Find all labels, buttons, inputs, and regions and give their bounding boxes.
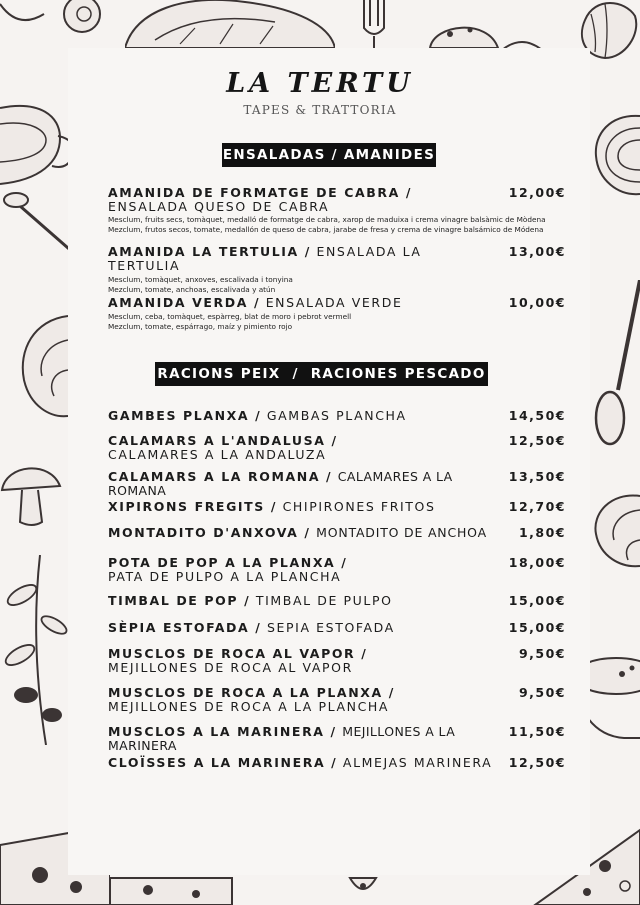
item-alt-name: TIMBAL DE PULPO	[255, 593, 393, 608]
menu-item	[108, 686, 566, 714]
item-price: 15,00€	[508, 620, 566, 635]
item-name: CALAMARS A LA ROMANA /	[108, 469, 333, 484]
item-price: 11,50€	[508, 724, 566, 739]
item-price: 12,50€	[508, 433, 566, 448]
menu-item	[108, 621, 566, 635]
item-price: 15,00€	[508, 593, 566, 608]
item-alt-name: ENSALADA VERDE	[265, 295, 403, 310]
item-description-es: Mezclum, tomate, espárrago, maíz y pimiento rojo	[108, 322, 293, 331]
menu-item	[108, 500, 566, 514]
olive-branch-illustration	[0, 555, 68, 745]
item-alt-name: ALMEJAS MARINERA	[342, 755, 493, 770]
item-name: POTA DE POP A LA PLANXA /	[108, 555, 348, 570]
item-price: 1,80€	[518, 525, 566, 540]
item-name: AMANIDA VERDA /	[108, 295, 261, 310]
item-price: 14,50€	[508, 408, 566, 423]
item-price: 13,50€	[508, 469, 566, 484]
croissant-left-illustration	[14, 310, 68, 420]
item-description-ca: Mesclum, ceba, tomàquet, espàrreg, blat de moro i pebrot vermell	[108, 312, 352, 321]
menu-item	[108, 725, 566, 753]
item-description-ca: Mesclum, fruits secs, tomàquet, medalló de formatge de cabra, xarop de maduixa i crema vinagre balsàmic de Mòdena	[108, 215, 546, 224]
item-name: CLOÏSSES A LA MARINERA /	[108, 755, 338, 770]
item-alt-name: MONTADITO DE ANCHOA	[316, 525, 487, 540]
pasta-right-illustration	[590, 110, 640, 200]
item-alt-name: MEJILLONES A LA MARINERA	[108, 724, 456, 753]
menu-item	[108, 470, 566, 498]
item-alt-name: CHIPIRONES FRITOS	[282, 499, 436, 514]
item-name: GAMBES PLANXA /	[108, 408, 262, 423]
artichoke-right-illustration	[590, 490, 640, 570]
item-description-es: Mezclum, tomate, anchoas, escalivada y atún	[108, 285, 276, 294]
cheese-bottom-illustration	[108, 876, 234, 905]
fish-section-heading: RACIONS PEIX / RACIONES PESCADO	[155, 362, 488, 386]
item-alt-name: ENSALADA LA TERTULIA	[108, 244, 422, 273]
mushroom-left-illustration	[0, 460, 68, 530]
item-alt-name: PATA DE PULPO A LA PLANCHA	[108, 569, 342, 584]
menu-item	[108, 296, 566, 332]
item-name: MONTADITO D'ANXOVA /	[108, 525, 311, 540]
item-alt-name: GAMBAS PLANCHA	[266, 408, 407, 423]
item-alt-name: MEJILLONES DE ROCA AL VAPOR	[108, 660, 353, 675]
item-alt-name: ENSALADA QUESO DE CABRA	[108, 199, 330, 214]
item-name: AMANIDA DE FORMATGE DE CABRA /	[108, 185, 413, 200]
item-price: 12,50€	[508, 755, 566, 770]
mushroom-bottom-illustration	[348, 876, 378, 900]
item-name: MUSCLOS DE ROCA AL VAPOR /	[108, 646, 368, 661]
item-price: 13,00€	[508, 244, 566, 259]
item-name: TIMBAL DE POP /	[108, 593, 251, 608]
item-name: AMANIDA LA TERTULIA /	[108, 244, 311, 259]
item-price: 18,00€	[508, 555, 566, 570]
restaurant-name: LA TERTU	[226, 68, 414, 99]
menu-item	[108, 409, 566, 423]
item-alt-name: CALAMARES A LA ANDALUZA	[108, 447, 327, 462]
garlic-top-left-illustration	[0, 0, 112, 46]
item-name: MUSCLOS DE ROCA A LA PLANXA /	[108, 685, 395, 700]
menu-item	[108, 434, 566, 462]
item-description-es: Mezclum, frutos secos, tomate, medallón de queso de cabra, jarabe de fresa y crema de vinagre balsámico de Módena	[108, 225, 544, 234]
item-price: 9,50€	[518, 685, 566, 700]
menu-item	[108, 526, 566, 540]
item-name: CALAMARS A L'ANDALUSA /	[108, 433, 338, 448]
item-description-ca: Mesclum, tomàquet, anxoves, escalivada i tonyina	[108, 275, 293, 284]
item-alt-name: SEPIA ESTOFADA	[267, 620, 395, 635]
restaurant-logo	[0, 68, 640, 117]
mushroom-top-illustration	[428, 18, 500, 48]
salads-section-heading: ENSALADAS / AMANIDES	[222, 143, 436, 167]
item-price: 10,00€	[508, 295, 566, 310]
menu-item	[108, 756, 566, 770]
item-alt-name: MEJILLONES DE ROCA A LA PLANCHA	[108, 699, 390, 714]
item-price: 9,50€	[518, 646, 566, 661]
menu-item	[108, 186, 566, 235]
item-name: XIPIRONS FREGITS /	[108, 499, 278, 514]
item-price: 12,00€	[508, 185, 566, 200]
item-price: 12,70€	[508, 499, 566, 514]
menu-item	[108, 594, 566, 608]
fork-illustration	[358, 0, 390, 48]
menu-item	[108, 647, 566, 675]
menu-item	[108, 245, 566, 295]
restaurant-tagline: TAPES & TRATTORIA	[243, 103, 397, 117]
item-name: SÈPIA ESTOFADA /	[108, 620, 262, 635]
bread-illustration	[125, 0, 335, 48]
menu-item	[108, 556, 566, 584]
item-name: MUSCLOS A LA MARINERA /	[108, 724, 337, 739]
item-alt-name: CALAMARES A LA ROMANA	[108, 469, 453, 498]
spoon-right-illustration	[588, 280, 640, 450]
